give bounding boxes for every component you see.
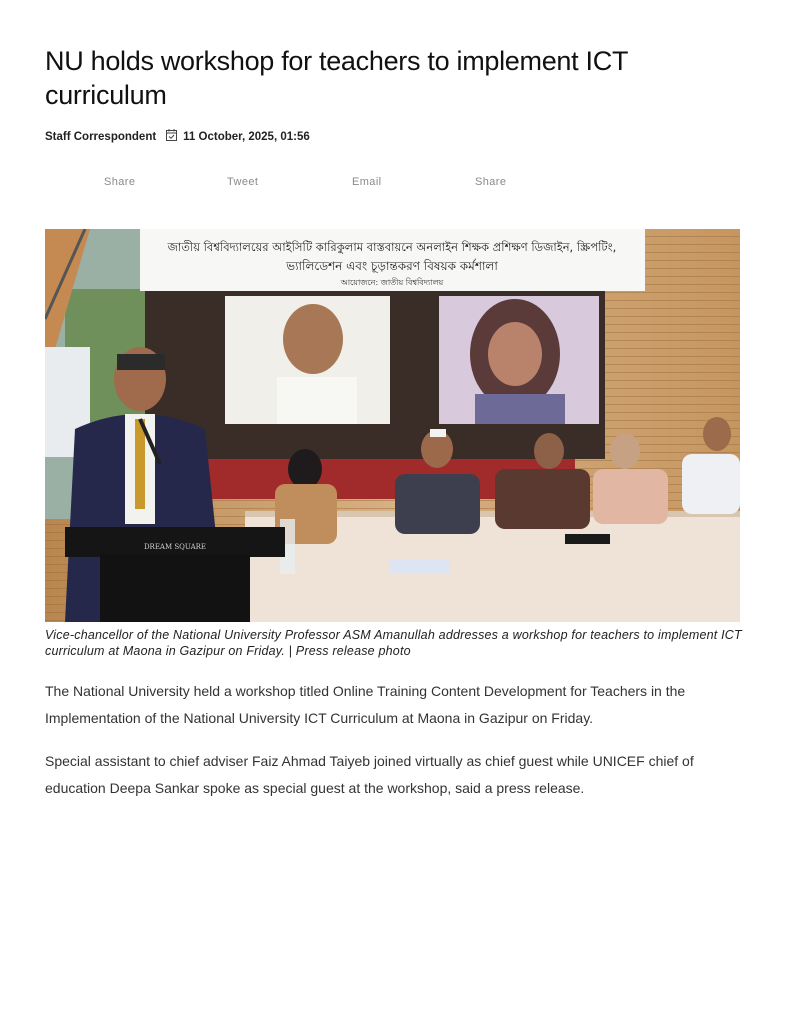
tweet-button[interactable]: Tweet (227, 176, 259, 188)
publish-date: 11 October, 2025, 01:56 (183, 131, 310, 143)
share-bar (45, 176, 745, 190)
email-button[interactable]: Email (352, 176, 382, 188)
article-meta (45, 129, 310, 145)
calendar-icon (166, 129, 177, 141)
share-button[interactable]: Share (104, 176, 136, 188)
banner-line-1: জাতীয় বিশ্ববিদ্যালয়ের আইসিটি কারিকুলাম বাস্তবায়নে অনলাইন শিক্ষক প্রশিক্ষণ ডিজাইন, স্ক্রিপটিং, (167, 240, 617, 254)
article-photo (45, 229, 740, 622)
banner-line-2: ভ্যালিডেশন এবং চূড়ান্তকরণ বিষয়ক কর্মশালা (286, 259, 498, 273)
article-paragraph-2: Special assistant to chief adviser Faiz Ahmad Taiyeb joined virtually as chief guest while UNICEF chief of education Deepa Sankar spoke as special guest at the workshop, said a press release. (45, 753, 694, 796)
author-name: Staff Correspondent (45, 131, 157, 143)
article-headline: NU holds workshop for teachers to implement ICT curriculum (45, 46, 628, 110)
podium-label: DREAM SQUARE (143, 543, 207, 551)
article-paragraph-1: The National University held a workshop titled Online Training Content Development for Teachers in the Implementation of the National University ICT Curriculum at Maona in Gazipur on Friday. (45, 683, 686, 726)
banner-line-3: আয়োজনে: জাতীয় বিশ্ববিদ্যালয় (340, 278, 444, 287)
photo-caption: Vice-chancellor of the National University Professor ASM Amanullah addresses a workshop for teachers to implement ICT curriculum at Maona in Gazipur on Friday. | Press release photo (45, 628, 742, 658)
share-button-2[interactable]: Share (475, 176, 507, 188)
